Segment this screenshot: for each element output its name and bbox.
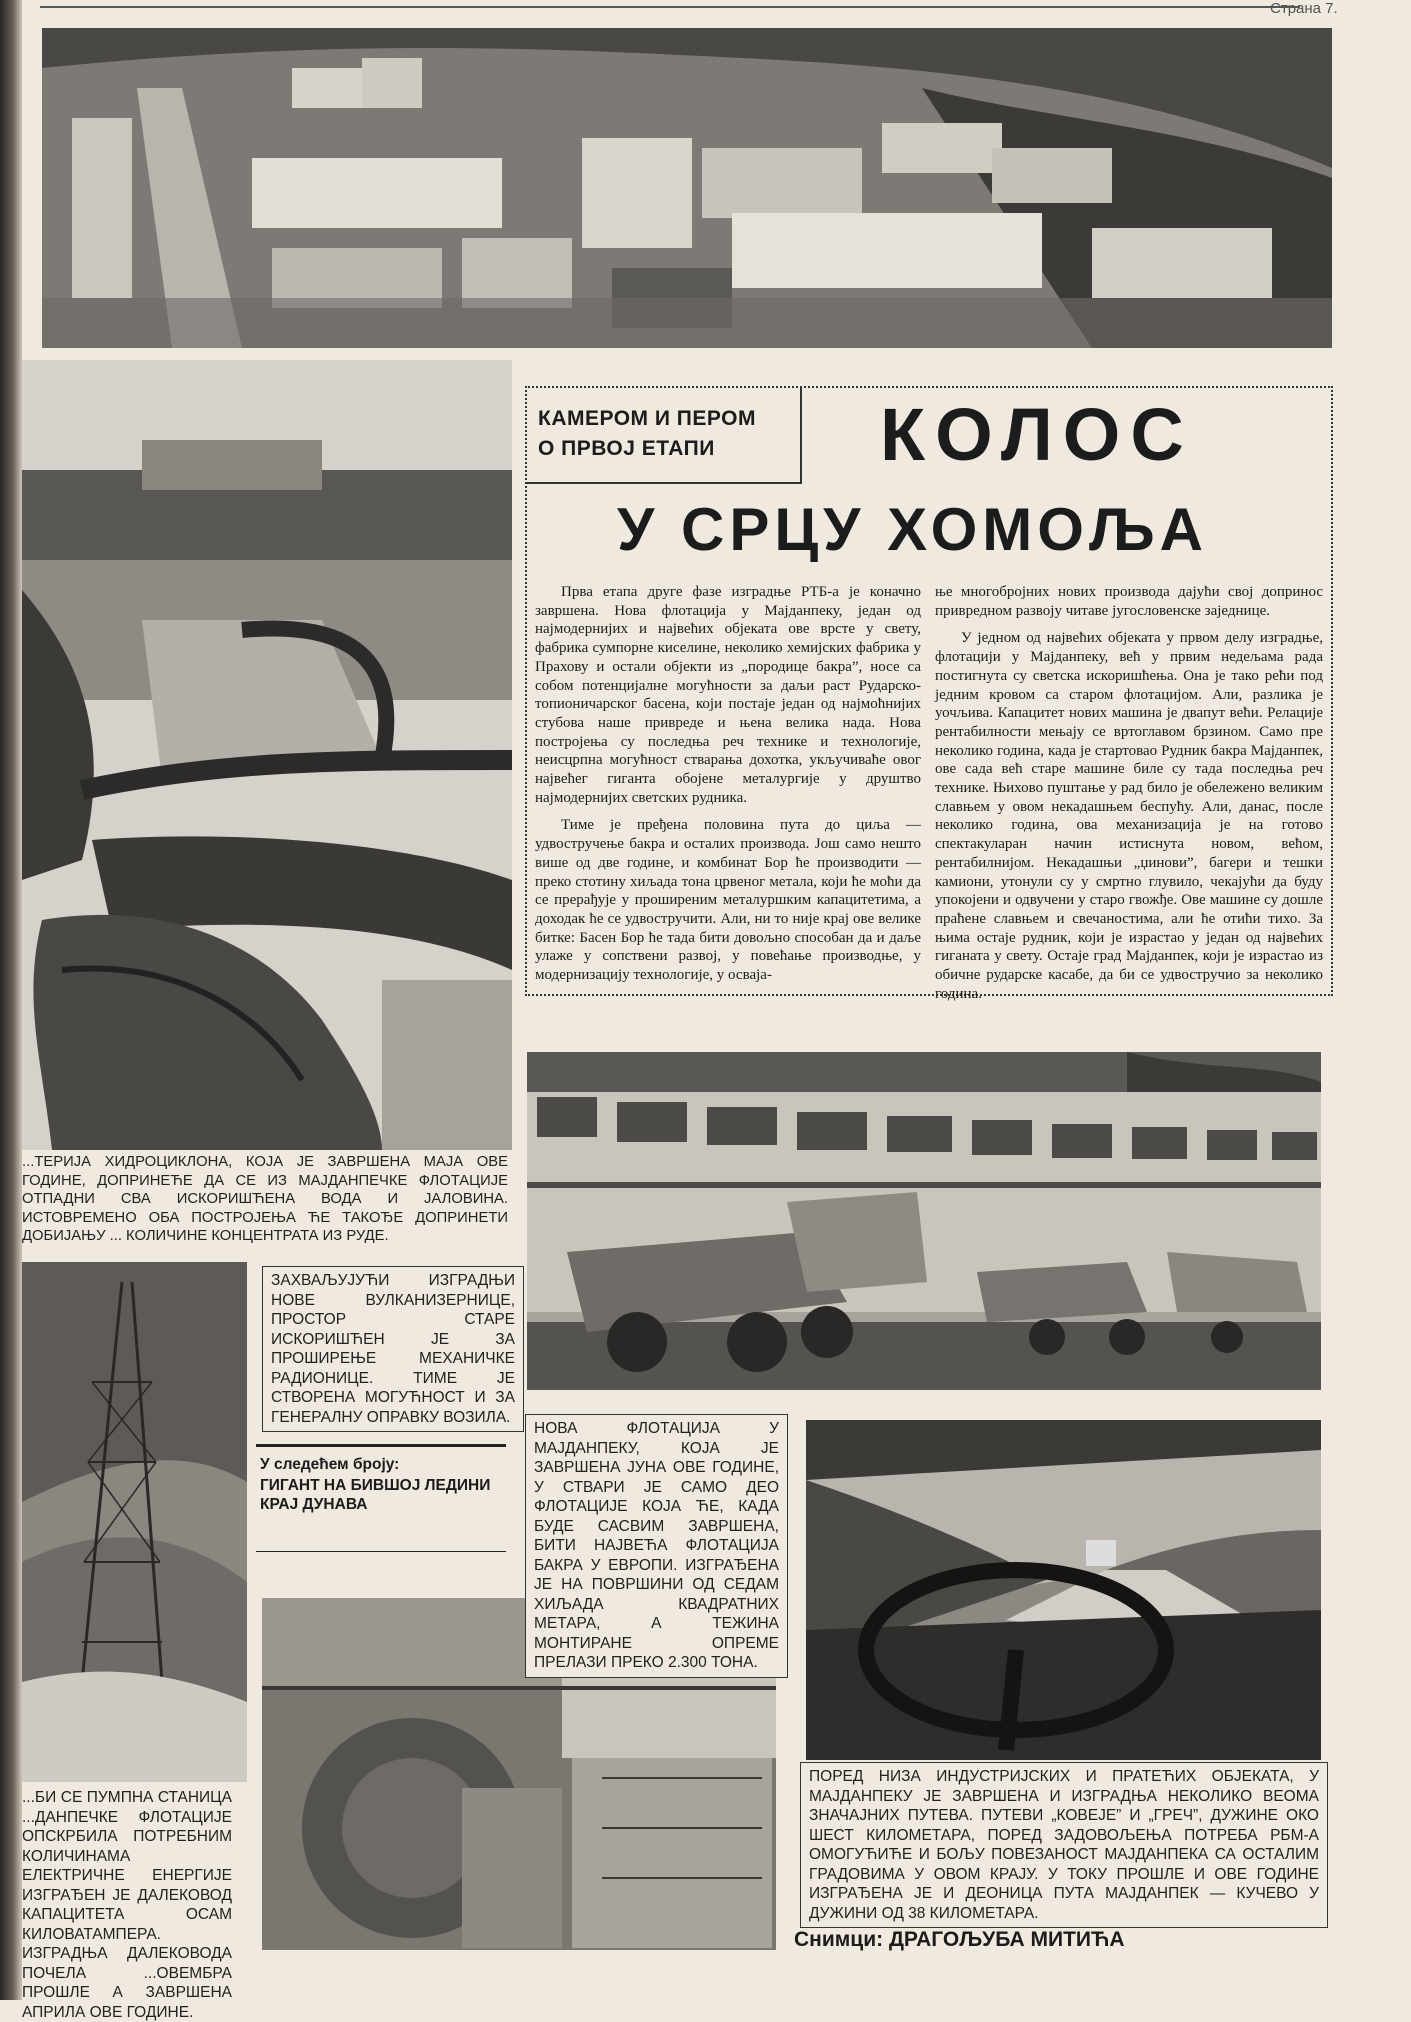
page-number: Страна 7.	[1270, 0, 1338, 17]
hydrocyclone-caption: ...ТЕРИЈА ХИДРОЦИКЛОНА, КОЈА ЈЕ ЗАВРШЕНА МАЈА ОВЕ ГОДИНЕ, ДОПРИНЕЋЕ ДА СЕ ИЗ МАЈДАНПЕЧКЕ ФЛОТАЦИЈЕ ОТПАДНИ СВА ИСКОРИШЋЕНА ВОДА И ЈАЛОВИНА. ИСТОВРЕМЕНО ОБА ПОСТРОЈЕЊА ЋЕ ТАКОЂЕ ДОПРИНЕТИ ДОБИЈАЊУ ... КОЛИЧИНЕ КОНЦЕНТРАТА ИЗ РУДЕ.	[22, 1154, 508, 1244]
article-col2-paragraph-1: ње многобројних нових производа дајући свој допринос привредном развоју читаве југословенске заједнице.	[935, 584, 1323, 619]
kicker-line-2: О ПРВОЈ ЕТАПИ	[538, 437, 715, 460]
flotation-caption: НОВА ФЛОТАЦИЈА У МАЈДАНПЕКУ, КОЈА ЈЕ ЗАВРШЕНА ЈУНА ОВЕ ГОДИНЕ, У СТВАРИ ЈЕ САМО ДЕО ФЛОТАЦИЈЕ КОЈА ЋЕ, КАДА БУДЕ САСВИМ ЗАВРШЕНА, БИТИ НАЈВЕЋА ФЛОТАЦИЈА БАКРА У ЕВРОПИ. ИЗГРАЂЕНА ЈЕ НА ПОВРШИНИ ОД СЕДАМ ХИЉАДА КВАДРАТНИХ МЕТАРА, А ТЕЖИНА МОНТИРАНЕ ОПРЕМЕ ПРЕЛАЗИ ПРЕКО 2.300 ТОНА.	[525, 1414, 788, 1678]
article-col2-paragraph-2: У једном од највећих објеката у првом делу изградње, флотацији у Мајданпеку, већ у првим недељама рада постигнута су светска искоришћења. Она је тако рећи под једним кровом са старом флотацијом. Али, разлика је уочљива. Капацитет нових машина је двапут већи. Релације рентабилности мењају се вртоглавом брзином. Само пре неколико година, када је стартовао Рудник бакра Мајданпек, ове сада већ старе машине биле су тада последња реч технике. Њихово пуштање у рад било је обележено великим славњем у овом некадашњем беспућу. Али, данас, после неколико година, ова механизација је на готово спектакуларан начин истиснута новом, већом, рентабилнијом. Некадашњи „џинови”, багери и тешки камиони, утонули су у смртно глувило, чекајући да буду упокојени и одвучени у старо гвожђе. Ове машине су дошле праћене славњем и свечаностима, али ће отићи тихо. За њима остаје рудник, који је израстао у један од највећих гиганата у свету. Остаје град Мајданпек, који је израстао из обичне рударске касабе, да би се удвостручио за неколико година.	[935, 630, 1323, 1002]
page-binding-shadow	[0, 0, 22, 2000]
headline-line-1: КОЛОС	[880, 393, 1194, 476]
vulcanization-caption: ЗАХВАЉУЈУЋИ ИЗГРАДЊИ НОВЕ ВУЛКАНИЗЕРНИЦЕ, ПРОСТОР СТАРЕ ИСКОРИШЋЕН ЈЕ ЗА ПРОШИРЕЊЕ МЕХАНИЧКЕ РАДИОНИЦЕ. ТИМЕ ЈЕ СТВОРЕНА МОГУЋНОСТ И ЗА ГЕНЕРАЛНУ ОПРАВКУ ВОЗИЛА.	[262, 1266, 524, 1432]
article-column-2	[935, 583, 1323, 1012]
next-issue-headline: ГИГАНТ НА БИВШОЈ ЛЕДИНИ КРАЈ ДУНАВА	[260, 1477, 491, 1513]
roads-caption: ПОРЕД НИЗА ИНДУСТРИЈСКИХ И ПРАТЕЋИХ ОБЈЕКАТА, У МАЈДАНПЕКУ ЈЕ ЗАВРШЕНА И ИЗГРАДЊА НЕКОЛИКО ВЕОМА ЗНАЧАЈНИХ ПУТЕВА. ПУТЕВИ „КОВЕЈЕ” И „ГРЕЧ”, ДУЖИНЕ ОКО ШЕСТ КИЛОМЕТАРА, ПОРЕД ЗАДОВОЉЕЊА ПОТРЕБА РБМ-А ОМОГУЋИЋЕ И БОЉУ ПОВЕЗАНОСТ МАЈДАНПЕКА СА ОСТАЛИМ ГРАДОВИМА У ОВОМ КРАЈУ. У ТОКУ ПРОШЛЕ И ОВЕ ГОДИНЕ ИЗГРАЂЕНА ЈЕ И ДЕОНИЦА ПУТА МАЈДАНПЕК — КУЧЕВО У ДУЖИНИ ОД 38 КИЛОМЕТАРА.	[800, 1762, 1328, 1928]
next-issue-box	[256, 1444, 506, 1552]
article-column-1	[535, 583, 921, 994]
hydrocyclone-pipes-photo	[22, 360, 512, 1150]
kicker-line-1: КАМЕРОМ И ПЕРОМ	[538, 407, 756, 430]
power-line-pylon-photo	[22, 1262, 247, 1782]
article-kicker	[526, 386, 802, 484]
photo-credit: Снимци: ДРАГОЉУБА МИТИЋА	[794, 1928, 1125, 1951]
dump-trucks-photo	[527, 1052, 1321, 1390]
town-panorama-photo	[42, 28, 1332, 348]
article-col1-paragraph-2: Тиме је пређена половина пута до циља — удвостручење бакра и осталих производа. Још само нешто више од две године, и комбинат Бор ће производити — преко стотину хиљада тона црвеног метала, који ће моћи да се прерађује у проширеним металуршким капацитетима, а доходак ће се удвостручити. Али, ни то није крај ове велике битке: Басен Бор ће тада бити довољно способан да и даље улаже у сопствени развој, у повећање производње, у модернизацију технологије, у осваја-	[535, 817, 921, 984]
next-issue-lead: У следећем броју:	[260, 1456, 400, 1473]
header-rule	[40, 6, 1300, 8]
article-col1-paragraph-1: Прва етапа друге фазе изградње РТБ-а је коначно завршена. Нова флотација у Мајданпеку, један од најмодернијих и највећих објеката ове врсте у свету, фабрика сумпорне киселине, неколико хемијских фабрика у Прахову и остали објекти из „породице бакра”, носе са собом потенцијалне могућности за даљи раст Рударско-топионичарског басена, који постаје један од најмоћнијих стубова наше привреде и њена велика нада. Нова постројења су последња реч технике и технологије, неисцрпна могућност стварања дохотка, укључиваће овог највећег гиганта обојене металургије у друштво најмодернијих светских рудника.	[535, 584, 921, 806]
headline-line-2: У СРЦУ ХОМОЉА	[617, 496, 1208, 563]
road-view-photo	[806, 1420, 1321, 1760]
pump-station-caption: ...БИ СЕ ПУМПНА СТАНИЦА ...ДАНПЕЧКЕ ФЛОТАЦИЈЕ ОПСКРБИЛА ПОТРЕБНИМ КОЛИЧИНАМА ЕЛЕКТРИЧНЕ ЕНЕРГИЈЕ ИЗГРАЂЕН ЈЕ ДАЛЕКОВОД КАПАЦИТЕТА ОСАМ КИЛОВАТАМПЕРА. ИЗГРАДЊА ДАЛЕКОВОДА ПОЧЕЛА ...ОВЕМБРА ПРОШЛЕ А ЗАВРШЕНА АПРИЛА ОВЕ ГОДИНЕ.	[22, 1789, 232, 2021]
